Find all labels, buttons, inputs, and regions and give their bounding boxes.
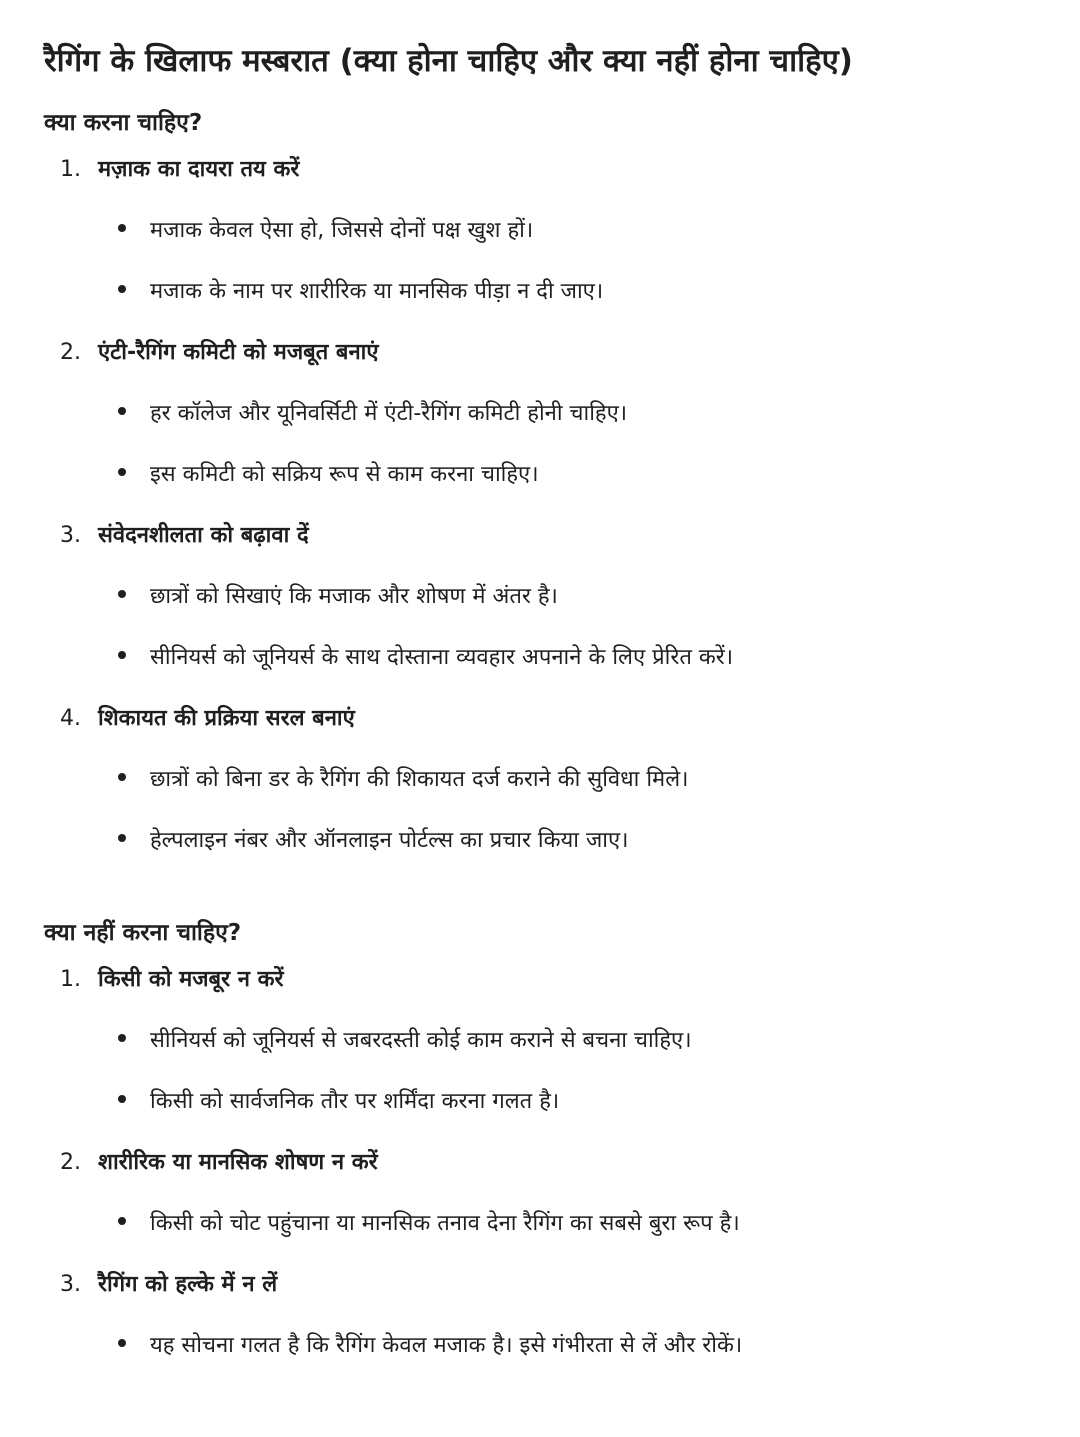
bullet-dot-icon — [118, 407, 126, 415]
page-title: रैगिंग के खिलाफ मस्बरात (क्या होना चाहिए और क्या नहीं होना चाहिए) — [44, 43, 853, 79]
bullet-text: किसी को सार्वजनिक तौर पर शर्मिंदा करना गलत है। — [150, 1089, 560, 1114]
item-number: 4. — [60, 706, 81, 731]
bullet-list — [44, 1326, 1036, 1387]
bullet-list — [44, 394, 1036, 516]
item-header — [44, 699, 1036, 760]
bullet-item — [44, 760, 1036, 821]
bullet-dot-icon — [118, 1217, 126, 1225]
item-title: एंटी-रैगिंग कमिटी को मजबूत बनाएं — [98, 340, 379, 365]
bullet-dot-icon — [118, 773, 126, 781]
bullet-text: सीनियर्स को जूनियर्स से जबरदस्ती कोई काम कराने से बचना चाहिए। — [150, 1028, 692, 1053]
bullet-dot-icon — [118, 468, 126, 476]
bullet-item — [44, 638, 1036, 699]
bullet-text: हर कॉलेज और यूनिवर्सिटी में एंटी-रैगिंग कमिटी होनी चाहिए। — [150, 401, 628, 426]
bullet-list — [44, 1021, 1036, 1143]
bullet-text: किसी को चोट पहुंचाना या मानसिक तनाव देना रैगिंग का सबसे बुरा रूप है। — [150, 1211, 740, 1236]
list-item — [44, 960, 1036, 1143]
item-title: किसी को मजबूर न करें — [98, 967, 284, 992]
section-donts — [44, 916, 1036, 1387]
item-number: 2. — [60, 340, 81, 365]
item-title: संवेदनशीलता को बढ़ावा दें — [98, 523, 309, 548]
bullet-dot-icon — [118, 590, 126, 598]
bullet-list — [44, 211, 1036, 333]
list-item — [44, 699, 1036, 882]
item-number: 1. — [60, 967, 81, 992]
item-title: रैगिंग को हल्के में न लें — [98, 1272, 278, 1297]
bullet-text: हेल्पलाइन नंबर और ऑनलाइन पोर्टल्स का प्रचार किया जाए। — [150, 828, 629, 853]
item-title: शारीरिक या मानसिक शोषण न करें — [98, 1150, 378, 1175]
section-heading-donts: क्या नहीं करना चाहिए? — [44, 920, 242, 946]
bullet-dot-icon — [118, 224, 126, 232]
item-header — [44, 1143, 1036, 1204]
bullet-dot-icon — [118, 834, 126, 842]
list-item — [44, 1143, 1036, 1265]
item-title: मज़ाक का दायरा तय करें — [98, 157, 300, 182]
bullet-item — [44, 394, 1036, 455]
bullet-dot-icon — [118, 285, 126, 293]
item-header — [44, 150, 1036, 211]
bullet-item — [44, 211, 1036, 272]
item-header — [44, 960, 1036, 1021]
bullet-dot-icon — [118, 1034, 126, 1042]
list-item — [44, 1265, 1036, 1387]
bullet-item — [44, 1326, 1036, 1387]
bullet-item — [44, 455, 1036, 516]
dos-list — [44, 150, 1036, 882]
item-number: 3. — [60, 523, 81, 548]
bullet-text: इस कमिटी को सक्रिय रूप से काम करना चाहिए। — [150, 462, 539, 487]
bullet-text: सीनियर्स को जूनियर्स के साथ दोस्ताना व्यवहार अपनाने के लिए प्रेरित करें। — [150, 645, 734, 670]
item-number: 3. — [60, 1272, 81, 1297]
bullet-item — [44, 1082, 1036, 1143]
item-header — [44, 333, 1036, 394]
item-number: 2. — [60, 1150, 81, 1175]
item-title: शिकायत की प्रक्रिया सरल बनाएं — [98, 706, 355, 731]
bullet-list — [44, 1204, 1036, 1265]
bullet-text: मजाक के नाम पर शारीरिक या मानसिक पीड़ा न दी जाए। — [150, 279, 604, 304]
bullet-item — [44, 821, 1036, 882]
bullet-text: मजाक केवल ऐसा हो, जिससे दोनों पक्ष खुश हों। — [150, 218, 534, 243]
donts-list — [44, 960, 1036, 1387]
bullet-item — [44, 272, 1036, 333]
bullet-dot-icon — [118, 651, 126, 659]
item-number: 1. — [60, 157, 81, 182]
section-dos — [44, 106, 1036, 882]
section-heading-dos: क्या करना चाहिए? — [44, 110, 203, 136]
bullet-item — [44, 1204, 1036, 1265]
bullet-list — [44, 760, 1036, 882]
bullet-item — [44, 1021, 1036, 1082]
bullet-text: यह सोचना गलत है कि रैगिंग केवल मजाक है। इसे गंभीरता से लें और रोकें। — [150, 1333, 743, 1358]
bullet-dot-icon — [118, 1339, 126, 1347]
bullet-text: छात्रों को बिना डर के रैगिंग की शिकायत दर्ज कराने की सुविधा मिले। — [150, 767, 689, 792]
item-header — [44, 516, 1036, 577]
bullet-item — [44, 577, 1036, 638]
bullet-dot-icon — [118, 1095, 126, 1103]
bullet-list — [44, 577, 1036, 699]
list-item — [44, 150, 1036, 333]
list-item — [44, 333, 1036, 516]
list-item — [44, 516, 1036, 699]
item-header — [44, 1265, 1036, 1326]
bullet-text: छात्रों को सिखाएं कि मजाक और शोषण में अंतर है। — [150, 584, 558, 609]
